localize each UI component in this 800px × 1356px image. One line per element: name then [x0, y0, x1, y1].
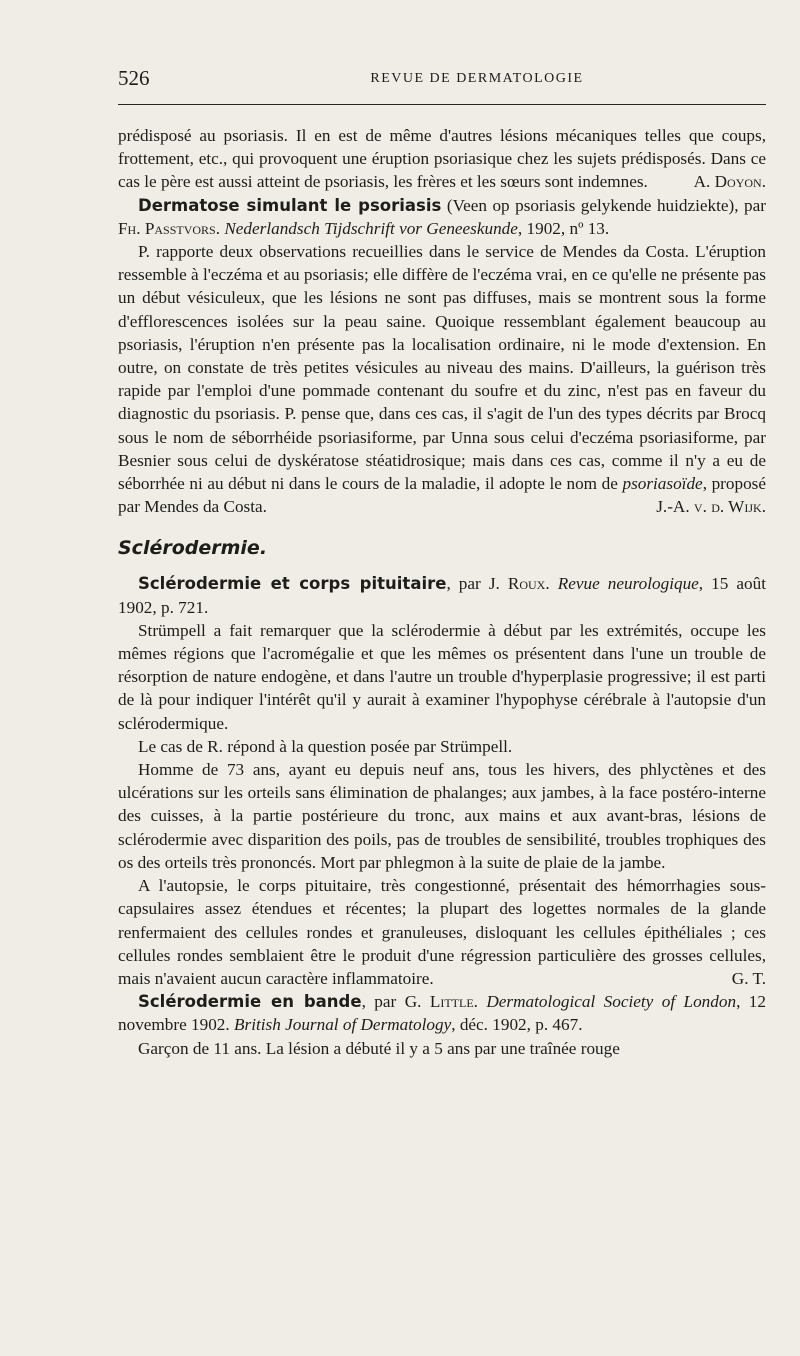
separator: , par — [446, 574, 489, 594]
article-title: Dermatose simulant le psoriasis — [138, 195, 442, 215]
running-header — [118, 66, 766, 92]
journal-title: Dermatological Society of London — [486, 992, 737, 1012]
journal-title-2: British Journal of Dermatology — [234, 1015, 452, 1035]
article-author: J. Roux — [488, 574, 546, 594]
article-paragraph — [118, 874, 766, 990]
article-author: Fh. Passtvors — [118, 218, 216, 238]
section-heading: Sclérodermie. — [118, 537, 268, 560]
header-rule — [118, 104, 766, 105]
article-author: G. Little — [404, 992, 474, 1012]
article-subtitle: (Veen op psoriasis gelykende huidziekte), par — [441, 195, 767, 215]
citation: , 1902, nº 13. — [517, 218, 610, 238]
citation-date: , 12 novembre 1902. — [118, 992, 766, 1035]
signature: A. Doyon. — [693, 172, 766, 192]
paragraph-text: A l'autopsie, le corps pituitaire, très congestionné, présentait des hémorrhagies sous-capsulaires assez étendues et récentes; la plupart des logettes normales de la glande renfermaient des cellules rondes et granuleuses, disloquant les cellules épithéliales ; ces cellules rondes semblaient être le produit d'une régression particulière des grosses cellules, mais n'avaient aucun caractère inflammatoire. — [118, 876, 766, 988]
body-italic-term: psoriasoïde — [622, 474, 703, 494]
citation: , 15 août 1902, p. 721. — [118, 574, 767, 617]
article-title: Sclérodermie et corps pituitaire — [138, 574, 447, 594]
article-title: Sclérodermie en bande — [138, 992, 362, 1012]
journal-title: Nederlandsch Tijdschrift vor Geneeskunde — [224, 218, 518, 238]
paragraph-text: prédisposé au psoriasis. Il en est de même d'autres lésions mécaniques telles que coups, frottement, etc., qui provoquent une éruption psoriasique chez les sujets prédisposés. Dans ce cas le père est aussi atteint de psoriasis, les frères et les sœurs sont indemnes. — [118, 126, 766, 192]
article-heading — [118, 990, 766, 1036]
article-paragraph: Le cas de R. répond à la question posée par Strümpell. — [138, 736, 513, 756]
separator: , par — [361, 992, 405, 1012]
article-paragraph: Garçon de 11 ans. La lésion a débuté il y a 5 ans par une traînée rouge — [138, 1038, 620, 1058]
separator: . — [215, 218, 225, 238]
separator: . — [473, 992, 487, 1012]
journal-title: Revue neurologique — [557, 574, 699, 594]
citation: , déc. 1902, p. 467. — [451, 1015, 583, 1035]
body-text: P. rapporte deux observations recueillies dans le service de Mendes da Costa. L'éruption ressemble à l'eczéma et au psoriasis; elle diffère de l'eczéma vrai, en ce qu'elle ne présente pas un début vésiculeux, que les lésions ne sont pas diffuses, mais se montrent sous la forme d'efflorescences isolées sur la peau saine. Quoique ressemblant également beaucoup au psoriasis, l'éruption n'en présente pas la localisation ordinaire, ni le mode d'extension. En outre, on constate de très petites vésicules au niveau des mains. D'ailleurs, la guérison très rapide par l'emploi d'une pommade contenant du soufre et du zinc, n'est pas en faveur du diagnostic du psoriasis. P. pense que, dans ces cas, il s'agit de l'un des types décrits par Brocq sous le nom de séborrhéide psoriasiforme, par Unna sous celui d'eczéma psoriasiforme, par Besnier sous celui de dyskératose stéatidrosique; mais dans ces cas, comme il n'y a eu de séborrhée ni au début ni dans le cours de la maladie, il adopte le nom de — [118, 242, 766, 494]
article-heading — [118, 194, 766, 240]
signature: J.-A. v. d. Wijk. — [656, 497, 766, 517]
article-paragraph: Strümpell a fait remarquer que la sclérodermie à début par les extrémités, occupe les mêmes régions que l'acromégalie et que les mêmes os présentent dans l'une un trouble de résorption de nature endogène, et dans l'autre un trouble d'hyperplasie progressive; il est parti de là pour indiquer l'intérêt qu'il y aurait à examiner l'hypophyse cérébrale à l'autopsie d'un sclérodermique. — [118, 620, 766, 733]
paragraph-continued — [118, 124, 766, 194]
separator: . — [545, 574, 558, 594]
signature: G. T. — [731, 968, 766, 988]
running-title: REVUE DE DERMATOLOGIE — [370, 71, 584, 86]
article-paragraph: Homme de 73 ans, ayant eu depuis neuf ans, tous les hivers, des phlyctènes et des ulcérations sur les orteils sans élimination de phalanges; aux jambes, à la face postéro-interne des cuisses, à la partie postérieure du tronc, aux mains et aux avant-bras, lésions de sclérodermie avec disparition des poils, pas de troubles de sensibilité, troubles trophiques des os des orteils très prononcés. Mort par phlegmon à la suite de plaie de la jambe. — [118, 760, 766, 872]
article-body — [118, 240, 766, 518]
page-number: 526 — [118, 66, 150, 90]
body-text-end: , proposé par Mendes da Costa. — [118, 474, 766, 517]
article-heading — [118, 572, 766, 618]
page-body — [118, 124, 766, 1060]
